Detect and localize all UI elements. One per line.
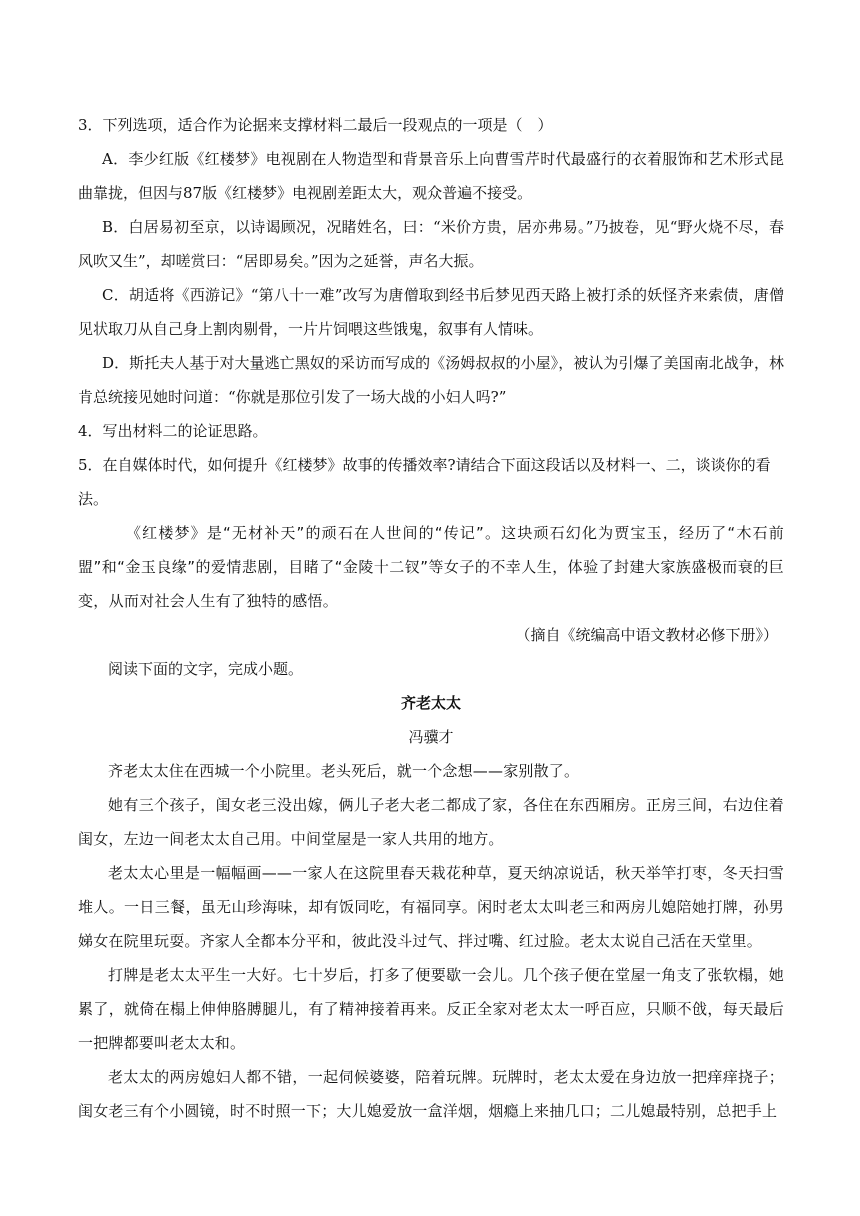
story-paragraph-2: 她有三个孩子，闺女老三没出嫁，俩儿子老大老二都成了家，各住在东西厢房。正房三间，右边住着闺女，左边一间老太太自己用。中间堂屋是一家人共用的地方。 [78,796,784,848]
question-3-stem: 3．下列选项，适合作为论据来支撑材料二最后一段观点的一项是（ ） [78,116,553,134]
textbook-quote: 《红楼梦》是“无材补天”的顽石在人世间的“传记”。这块顽石幻化为贾宝玉，经历了“木石前盟”和“金玉良缘”的爱情悲剧，目睹了“金陵十二钗”等女子的不幸人生，体验了封建大家族盛极而衰的巨变，从而对社会人生有了独特的感悟。 [78,524,784,610]
question-3-option-d: D．斯托夫人基于对大量逃亡黑奴的采访而写成的《汤姆叔叔的小屋》，被认为引爆了美国南北战争，林肯总统接见她时问道：“你就是那位引发了一场大战的小妇人吗?” [78,354,784,406]
page-content [78,108,784,1128]
reading-instruction: 阅读下面的文字，完成小题。 [108,660,304,678]
story-paragraph-5: 老太太的两房媳妇人都不错，一起伺候婆婆，陪着玩牌。玩牌时，老太太爱在身边放一把痒痒挠子；闺女老三有个小圆镜，时不时照一下；大儿媳爱放一盒洋烟，烟瘾上来抽几口；二儿媳最特别，总把手上 [78,1068,784,1120]
story-paragraph-4: 打牌是老太太平生一大好。七十岁后，打多了便要歇一会儿。几个孩子便在堂屋一角支了张软榻，她累了，就倚在榻上伸伸胳膊腿儿，有了精神接着再来。反正全家对老太太一呼百应，只顺不戗，每天最后一把牌都要叫老太太和。 [78,966,784,1052]
question-3-option-b: B．白居易初至京，以诗谒顾况，况睹姓名，曰：“米价方贵，居亦弗易。”乃披卷，见“野火烧不尽，春风吹又生”，却嗟赏曰：“居即易矣。”因为之延誉，声名大振。 [78,218,784,270]
question-3-option-a: A．李少红版《红楼梦》电视剧在人物造型和背景音乐上向曹雪芹时代最盛行的衣着服饰和艺术形式昆曲靠拢，但因与87版《红楼梦》电视剧差距太大，观众普遍不接受。 [78,150,784,202]
story-paragraph-1: 齐老太太住在西城一个小院里。老头死后，就一个念想——家别散了。 [108,762,580,780]
story-paragraph-3: 老太太心里是一幅幅画——一家人在这院里春天栽花种草，夏天纳凉说话，秋天举竿打枣，冬天扫雪堆人。一日三餐，虽无山珍海味，却有饭同吃，有福同享。闲时老太太叫老三和两房儿媳陪她打牌，孙男娣女在院里玩耍。齐家人全都本分平和，彼此没斗过气、拌过嘴、红过脸。老太太说自己活在天堂里。 [78,864,784,950]
question-3-option-c: C．胡适将《西游记》“第八十一难”改写为唐僧取到经书后梦见西天路上被打杀的妖怪齐来索债，唐僧见状取刀从自己身上割肉剔骨，一片片饲喂这些饿鬼，叙事有人情味。 [78,286,784,338]
story-title: 齐老太太 [400,694,461,712]
question-5: 5．在自媒体时代，如何提升《红楼梦》故事的传播效率?请结合下面这段话以及材料一、二，谈谈你的看法。 [78,456,771,508]
story-author: 冯骥才 [408,728,454,746]
quote-source: （摘自《统编高中语文教材必修下册》） [515,626,778,644]
question-4: 4．写出材料二的论证思路。 [78,422,268,440]
